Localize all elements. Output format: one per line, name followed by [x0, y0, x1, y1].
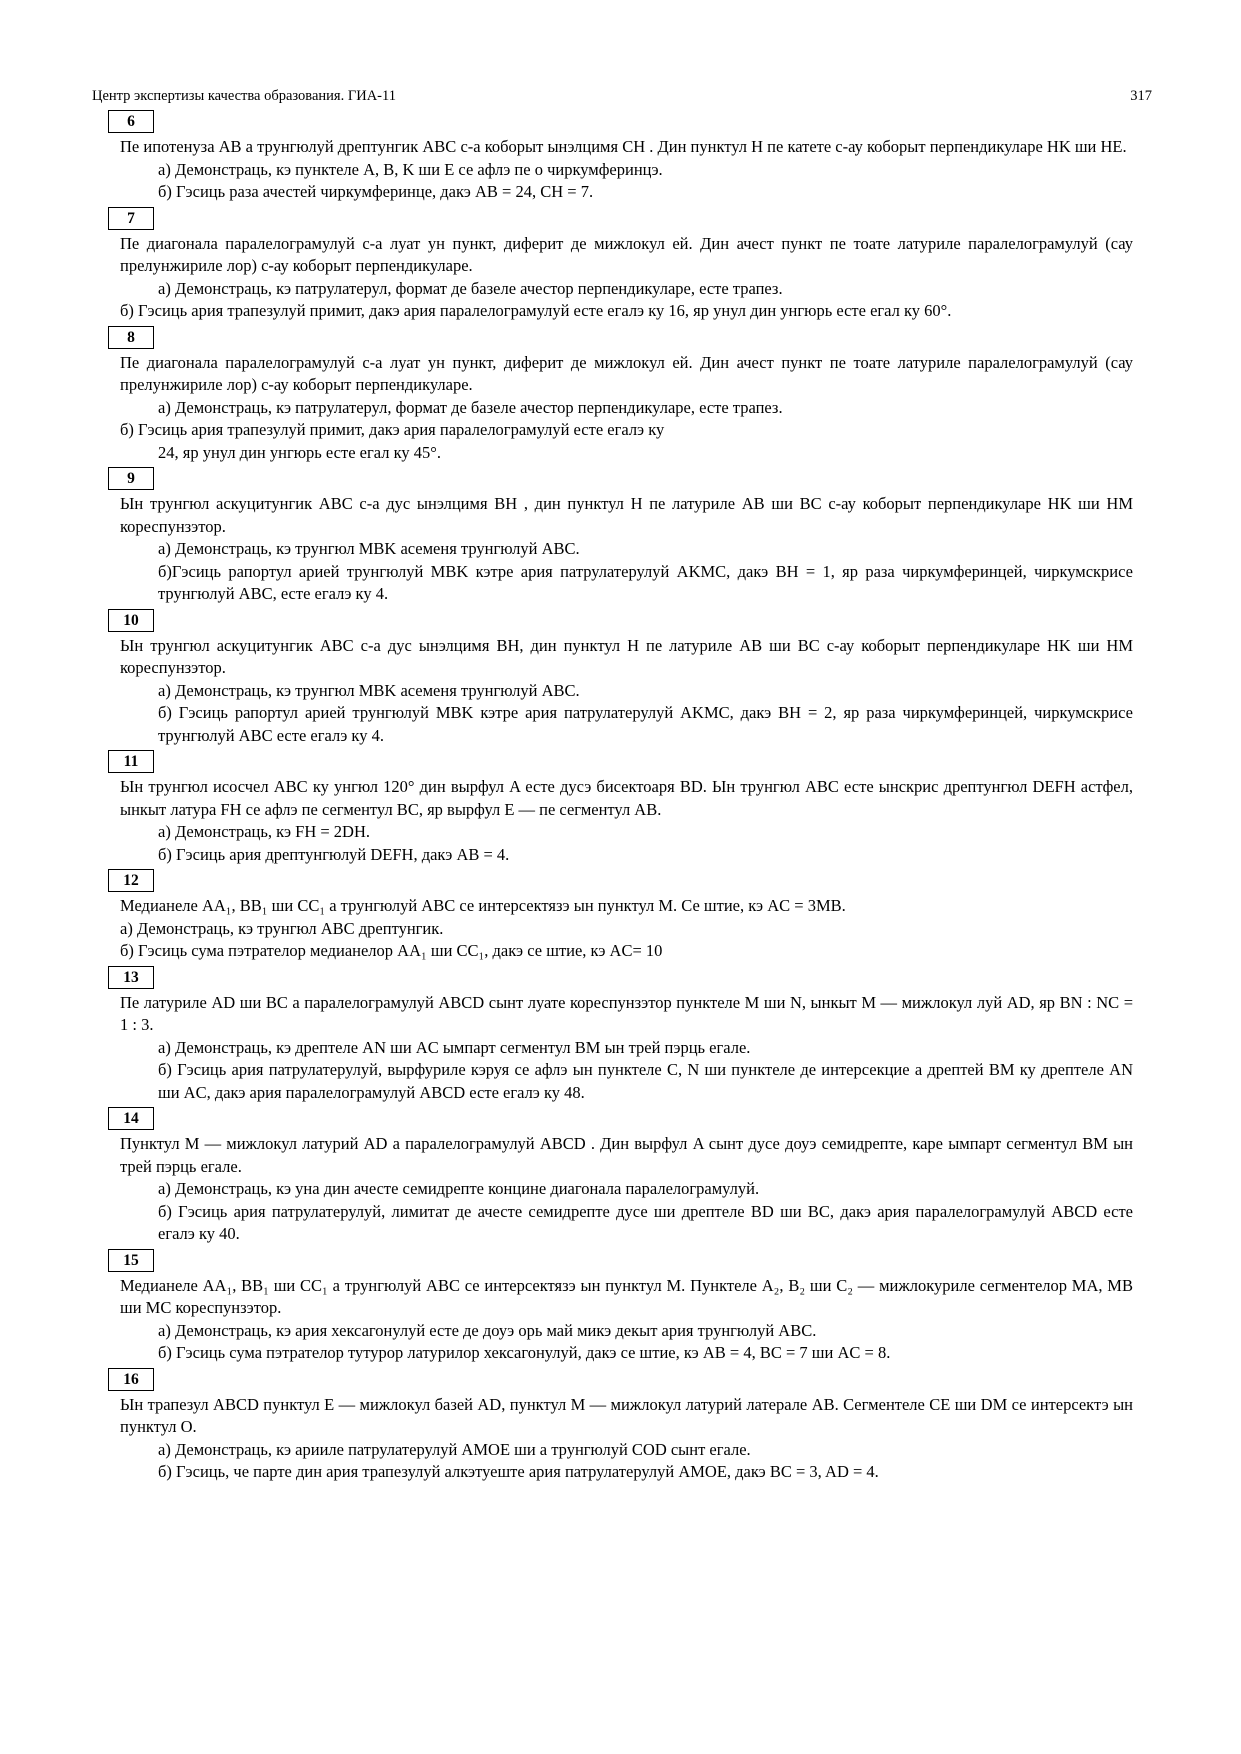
task-text-line: б) Гэсиць, че парте дин ария трапезулуй алкэтуеште ария патрулатерулуй AMOE, дакэ BC = 3, AD = 4. — [158, 1462, 879, 1481]
page-number: 317 — [1130, 88, 1152, 104]
task-text-line: б) Гэсиць ария патрулатерулуй, лимитат де ачесте семидрепте дусе ши дрептеле BD ши BC, дакэ ария паралелограмулуй ABCD есте егалэ ку 40. — [158, 1201, 1133, 1243]
task-text-line: б) Гэсиць сума пэтрателор медианелор AA₁ ши CC₁, дакэ се штие, кэ AC= 10 — [120, 941, 663, 960]
task-14 — [120, 1107, 1133, 1246]
task-text-line: б) Гэсиць ария трапезулуй примит, дакэ ария паралелограмулуй есте егалэ ку — [120, 420, 665, 439]
task-number-box: 14 — [108, 1107, 154, 1130]
task-text-line: а) Демонстраць, кэ пунктеле A, B, K ши E се афлэ пе о чиркумферинцэ. — [158, 159, 663, 179]
task-text-line: а) Демонстраць, кэ арииле патрулатерулуй AMOE ши а трунгюлуй COD сынт егале. — [158, 1439, 751, 1459]
task-number-box: 15 — [108, 1249, 154, 1272]
task-text-line: б)Гэсиць рапортул арией трунгюлуй MBK кэтре ария патрулатерулуй AKMC, дакэ BH = 1, яр раза чиркумферинцей, чиркумскрисе трунгюлуй ABC, есте егалэ ку 4. — [158, 561, 1133, 603]
task-number-box: 13 — [108, 966, 154, 989]
task-16 — [120, 1368, 1133, 1484]
task-text-line: а) Демонстраць, кэ патрулатерул, формат де базеле ачестор перпендикуларе, есте трапез. — [158, 397, 783, 417]
task-text-line: б) Гэсиць ария дрептунгюлуй DEFH, дакэ AB = 4. — [158, 844, 510, 864]
task-text-line: Медианеле AA₁, BB₁ ши CC₁ а трунгюлуй ABC се интерсектязэ ын пунктул M. Се штие, кэ AC = 3MB. — [120, 896, 846, 915]
task-text-line: а) Демонстраць, кэ трунгюл MBK асеменя трунгюлуй ABC. — [158, 680, 580, 700]
task-13 — [120, 966, 1133, 1105]
task-number-box: 6 — [108, 110, 154, 133]
task-text-line: Медианеле AA₁, BB₁ ши CC₁ а трунгюлуй ABC се интерсектязэ ын пунктул M. Пунктеле A₂, B₂ ши C₂ — мижлокуриле сегментелор MA, MB ши MC кореспунзэтор. — [120, 1275, 1133, 1317]
task-number-box: 8 — [108, 326, 154, 349]
task-text-line: Пе диагонала паралелограмулуй с-а луат ун пункт, диферит де мижлокул ей. Дин ачест пункт пе тоате латуриле паралелограмулуй (сау прелунжириле лор) с-ау коборыт перпендикуларе. — [120, 352, 1133, 394]
task-number-box: 10 — [108, 609, 154, 632]
task-8 — [120, 326, 1133, 465]
task-text-line: Ын трунгюл аскуцитунгик ABC с-а дус ынэлцимя BH, дин пунктул H пе латуриле AB ши BC с-ау коборыт перпендикуларе HK ши HM кореспунзэтор. — [120, 635, 1133, 677]
task-text-line: б) Гэсиць сума пэтрателор тутурор латурилор хексагонулуй, дакэ се штие, кэ AB = 4, BC = 7 ши AC = 8. — [158, 1343, 891, 1362]
task-text-line: б) Гэсиць ария патрулатерулуй, вырфуриле кэруя се афлэ ын пунктеле C, N ши пунктеле де интерсекцие а дрептей BM ку дрептеле AN ши AC, дакэ ария паралелограмулуй ABCD есте егалэ ку 48. — [158, 1060, 1133, 1102]
task-text-line: а) Демонстраць, кэ трунгюл ABC дрептунгик. — [120, 918, 444, 938]
task-text-line: б) Гэсиць рапортул арией трунгюлуй MBK кэтре ария патрулатерулуй AKMC, дакэ BH = 2, яр раза чиркумферинцей, чиркумскрисе трунгюлуй ABC есте егалэ ку 4. — [158, 703, 1133, 745]
task-text-line: 24, яр унул дин унгюрь есте егал ку 45°. — [158, 442, 441, 462]
task-text-line: а) Демонстраць, кэ трунгюл MBK асеменя трунгюлуй ABC. — [158, 539, 580, 558]
task-text-line: Пунктул M — мижлокул латурий AD а паралелограмулуй ABCD . Дин вырфул A сынт дусе доуэ семидрепте, каре ымпарт сегментул BM ын трей пэрць егале. — [120, 1134, 1133, 1176]
task-9 — [120, 467, 1133, 606]
task-text-line: Пе диагонала паралелограмулуй с-а луат ун пункт, диферит де мижлокул ей. Дин ачест пункт пе тоате латуриле паралелограмулуй (сау прелунжириле лор) с-ау коборыт перпендикуларе. — [120, 233, 1133, 275]
task-text-line: а) Демонстраць, кэ ария хексагонулуй есте де доуэ орь май микэ декыт ария трунгюлуй ABC. — [158, 1320, 817, 1340]
task-text-line: Пе латуриле AD ши BC а паралелограмулуй ABCD сынт луате кореспунзэтор пунктеле M ши N, ынкыт M — мижлокул луй AD, яр BN : NC = 1 : 3. — [120, 992, 1133, 1034]
task-text-line: а) Демонстраць, кэ патрулатерул, формат де базеле ачестор перпендикуларе, есте трапез. — [158, 278, 783, 298]
task-text-line: а) Демонстраць, кэ дрептеле AN ши AC ымпарт сегментул BM ын трей пэрць егале. — [158, 1037, 751, 1057]
task-number-box: 16 — [108, 1368, 154, 1391]
task-text-line: а) Демонстраць, кэ уна дин ачесте семидрепте концине диагонала паралелограмулуй. — [158, 1179, 760, 1198]
task-6 — [120, 110, 1133, 204]
task-number-box: 12 — [108, 869, 154, 892]
task-15 — [120, 1249, 1133, 1365]
task-12 — [120, 869, 1133, 963]
page-header — [92, 88, 1152, 108]
header-title: Центр экспертизы качества образования. ГИА-11 — [92, 88, 396, 104]
task-text-line: б) Гэсиць раза ачестей чиркумферинце, дакэ AB = 24, CH = 7. — [158, 182, 594, 201]
task-number-box: 11 — [108, 750, 154, 773]
task-11 — [120, 750, 1133, 866]
task-list — [120, 107, 1133, 1484]
task-text-line: Ын трунгюл аскуцитунгик ABC с-а дус ынэлцимя BH , дин пунктул H пе латуриле AB ши BC с-ау коборыт перпендикуларе HK ши HM кореспунзэтор. — [120, 494, 1133, 536]
task-text-line: Ын трунгюл исосчел ABC ку унгюл 120° дин вырфул A есте дусэ бисектоаря BD. Ын трунгюл ABC есте ынскрис дрептунгюл DEFH астфел, ынкыт латура FH се афлэ пе сегментул BC, яр вырфул E — пе сегментул AB. — [120, 777, 1133, 819]
task-text-line: Ын трапезул ABCD пунктул E — мижлокул базей AD, пунктул M — мижлокул латурий латерале AB. Сегментеле CE ши DM се интерсектэ ын пунктул O. — [120, 1394, 1133, 1436]
task-text-line: б) Гэсиць ария трапезулуй примит, дакэ ария паралелограмулуй есте егалэ ку 16, яр унул дин унгюрь есте егал ку 60°. — [120, 301, 952, 320]
task-number-box: 9 — [108, 467, 154, 490]
task-number-box: 7 — [108, 207, 154, 230]
task-7 — [120, 207, 1133, 323]
task-text-line: Пе ипотенуза AB а трунгюлуй дрептунгик ABC с-а коборыт ынэлцимя CH . Дин пунктул H пе катете с-ау коборыт перпендикуларе HK ши HE. — [120, 137, 1127, 156]
task-text-line: а) Демонстраць, кэ FH = 2DH. — [158, 822, 371, 841]
task-10 — [120, 609, 1133, 748]
